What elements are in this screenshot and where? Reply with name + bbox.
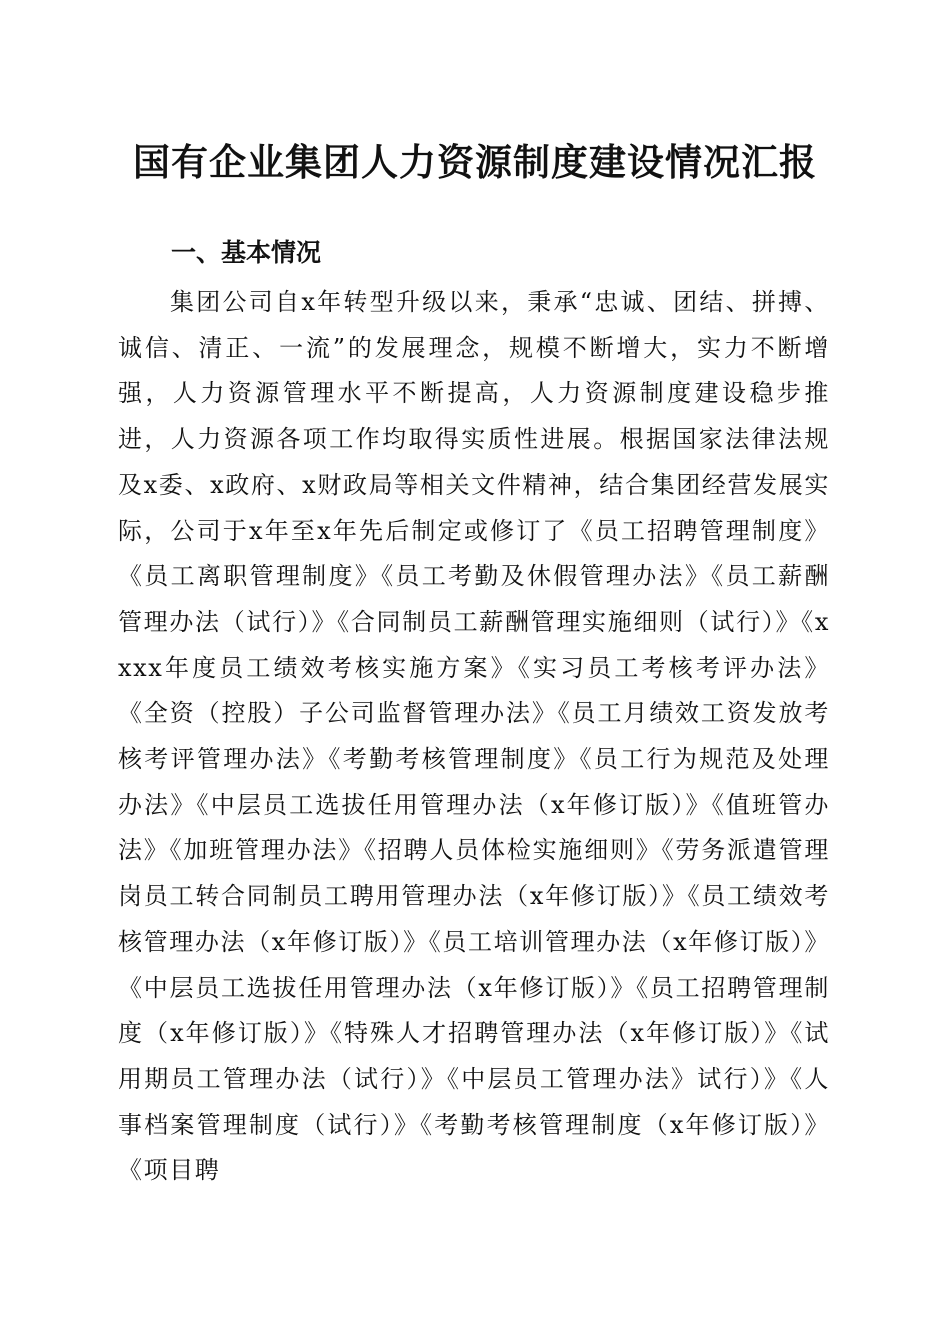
section-heading-basic-situation: 一、基本情况: [171, 238, 322, 267]
body-paragraph: 集团公司自x年转型升级以来，秉承“忠诚、团结、拼搏、诚信、清正、一流”的发展理念，规模不断增大，实力不断增强，人力资源管理水平不断提高，人力资源制度建设稳步推进，人力资源各项工作均取得实质性进展。根据国家法律法规及x委、x政府、x财政局等相关文件精神，结合集团经营发展实际，公司于x年至x年先后制定或修订了《员工招聘管理制度》《员工离职管理制度》《员工考勤及休假管理办法》《员工薪酬管理办法（试行）》《合同制员工薪酬管理实施细则（试行）》《xxxx年度员工绩效考核实施方案》《实习员工考核考评办法》《全资（控股）子公司监督管理办法》《员工月绩效工资发放考核考评管理办法》《考勤考核管理制度》《员工行为规范及处理办法》《中层员工选拔任用管理办法（x年修订版）》《值班管办法》《加班管理办法》《招聘人员体检实施细则》《劳务派遣管理岗员工转合同制员工聘用管理办法（x年修订版）》《员工绩效考核管理办法（x年修订版）》《员工培训管理办法（x年修订版）》《中层员工选拔任用管理办法（x年修订版）》《员工招聘管理制度（x年修订版）》《特殊人才招聘管理办法（x年修订版）》《试用期员工管理办法（试行）》《中层员工管理办法》试行）》《人事档案管理制度（试行）》《考勤考核管理制度（x年修订版）》《项目聘: [118, 288, 830, 1185]
document-title: 国有企业集团人力资源制度建设情况汇报: [133, 140, 817, 184]
